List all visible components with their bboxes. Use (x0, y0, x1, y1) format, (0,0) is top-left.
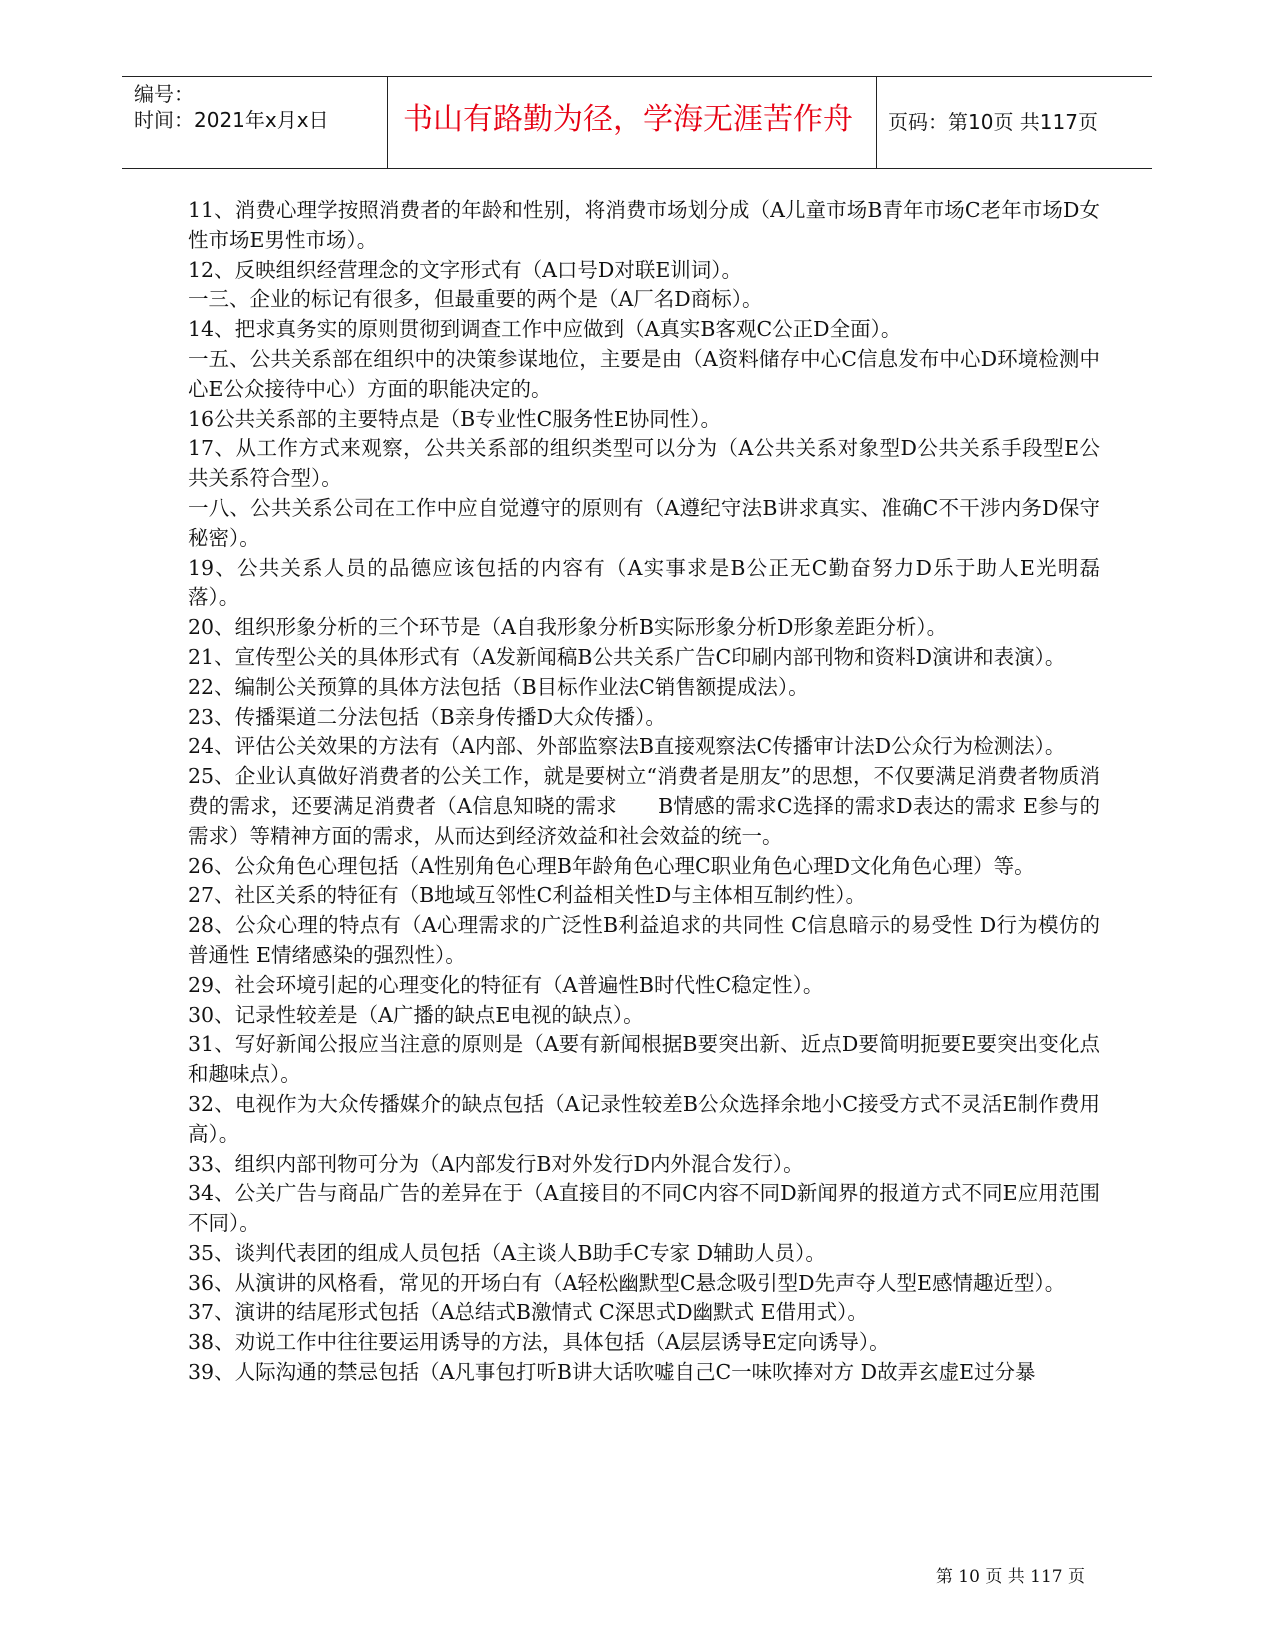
question-item: 29、社会环境引起的心理变化的特征有（A普遍性B时代性C稳定性）。 (188, 972, 824, 997)
question-item: 22、编制公关预算的具体方法包括（B目标作业法C销售额提成法）。 (188, 674, 809, 699)
header-motto: 书山有路勤为径，学海无涯苦作舟 (403, 102, 853, 137)
question-item: 21、宣传型公关的具体形式有（A发新闻稿B公共关系广告C印刷内部刊物和资料D演讲和表演）。 (188, 644, 1066, 669)
document-number-label: 编号： (134, 82, 194, 106)
question-item: 35、谈判代表团的组成人员包括（A主谈人B助手C专家 D辅助人员）。 (188, 1240, 826, 1265)
question-item: 33、组织内部刊物可分为（A内部发行B对外发行D内外混合发行）。 (188, 1151, 804, 1176)
question-item: 34、公关广告与商品广告的差异在于（A直接目的不同C内容不同D新闻界的报道方式不同E应用范围不同）。 (188, 1181, 1100, 1236)
question-item: 25、企业认真做好消费者的公关工作，就是要树立“消费者是朋友”的思想，不仅要满足消费者物质消费的需求，还要满足消费者（A信息知晓的需求 B情感的需求C选择的需求D表达的需求 E参与的需求）等精神方面的需求，从而达到经济效益和社会效益的统一。 (188, 764, 1100, 848)
question-item: 11、消费心理学按照消费者的年龄和性别，将消费市场划分成（A儿童市场B青年市场C老年市场D女性市场E男性市场）。 (188, 198, 1100, 252)
question-item: 26、公众角色心理包括（A性别角色心理B年龄角色心理C职业角色心理D文化角色心理）等。 (188, 853, 1035, 878)
question-item: 38、劝说工作中往往要运用诱导的方法，具体包括（A层层诱导E定向诱导）。 (188, 1330, 890, 1355)
header-divider-right (876, 76, 877, 168)
question-item: 32、电视作为大众传播媒介的缺点包括（A记录性较差B公众选择余地小C接受方式不灵活E制作费用高）。 (188, 1091, 1100, 1146)
question-item: 一五、公共关系部在组织中的决策参谋地位，主要是由（A资料储存中心C信息发布中心D环境检测中心E公众接待中心）方面的职能决定的。 (188, 346, 1100, 401)
question-item: 14、把求真务实的原则贯彻到调查工作中应做到（A真实B客观C公正D全面）。 (188, 317, 902, 342)
question-item: 36、从演讲的风格看，常见的开场白有（A轻松幽默型C悬念吸引型D先声夺人型E感情趣近型）。 (188, 1270, 1066, 1295)
question-item: 28、公众心理的特点有（A心理需求的广泛性B利益追求的共同性 C信息暗示的易受性 D行为模仿的普通性 E情绪感染的强烈性）。 (188, 913, 1100, 967)
question-item: 23、传播渠道二分法包括（B亲身传播D大众传播）。 (188, 704, 666, 729)
question-item: 一八、公共关系公司在工作中应自觉遵守的原则有（A遵纪守法B讲求真实、准确C不干涉内务D保守秘密）。 (188, 495, 1100, 550)
question-item: 30、记录性较差是（A广播的缺点E电视的缺点）。 (188, 1002, 644, 1027)
document-time-label: 时间：2021年x月x日 (134, 108, 329, 132)
question-item: 24、评估公关效果的方法有（A内部、外部监察法B直接观察法C传播审计法D公众行为检测法）。 (188, 734, 1066, 759)
question-item: 12、反映组织经营理念的文字形式有（A口号D对联E训词）。 (188, 257, 743, 282)
question-item: 31、写好新闻公报应当注意的原则是（A要有新闻根据B要突出新、近点D要简明扼要E要突出变化点和趣味点）。 (188, 1032, 1100, 1087)
question-item: 16公共关系部的主要特点是（B专业性C服务性E协同性）。 (188, 406, 722, 431)
header-page-indicator: 页码：第10页 共117页 (888, 110, 1098, 134)
question-item: 19、公共关系人员的品德应该包括的内容有（A实事求是B公正无C勤奋努力D乐于助人E光明磊落）。 (188, 555, 1100, 610)
document-body (188, 196, 1100, 1388)
question-item: 27、社区关系的特征有（B地域互邻性C利益相关性D与主体相互制约性）。 (188, 883, 867, 908)
question-item: 20、组织形象分析的三个环节是（A自我形象分析B实际形象分析D形象差距分析）。 (188, 615, 948, 640)
footer-page-number: 第 10 页 共 117 页 (935, 1567, 1085, 1587)
header-bottom-rule (122, 168, 1152, 169)
question-item: 37、演讲的结尾形式包括（A总结式B激情式 C深思式D幽默式 E借用式）。 (188, 1300, 868, 1325)
question-item: 一三、企业的标记有很多，但最重要的两个是（A厂名D商标）。 (188, 287, 763, 312)
question-item: 17、从工作方式来观察，公共关系部的组织类型可以分为（A公共关系对象型D公共关系手段型E公共关系符合型）。 (188, 436, 1100, 491)
question-item: 39、人际沟通的禁忌包括（A凡事包打听B讲大话吹嘘自己C一味吹捧对方 D故弄玄虚E过分暴 (188, 1360, 1036, 1385)
header-top-rule (122, 76, 1152, 77)
